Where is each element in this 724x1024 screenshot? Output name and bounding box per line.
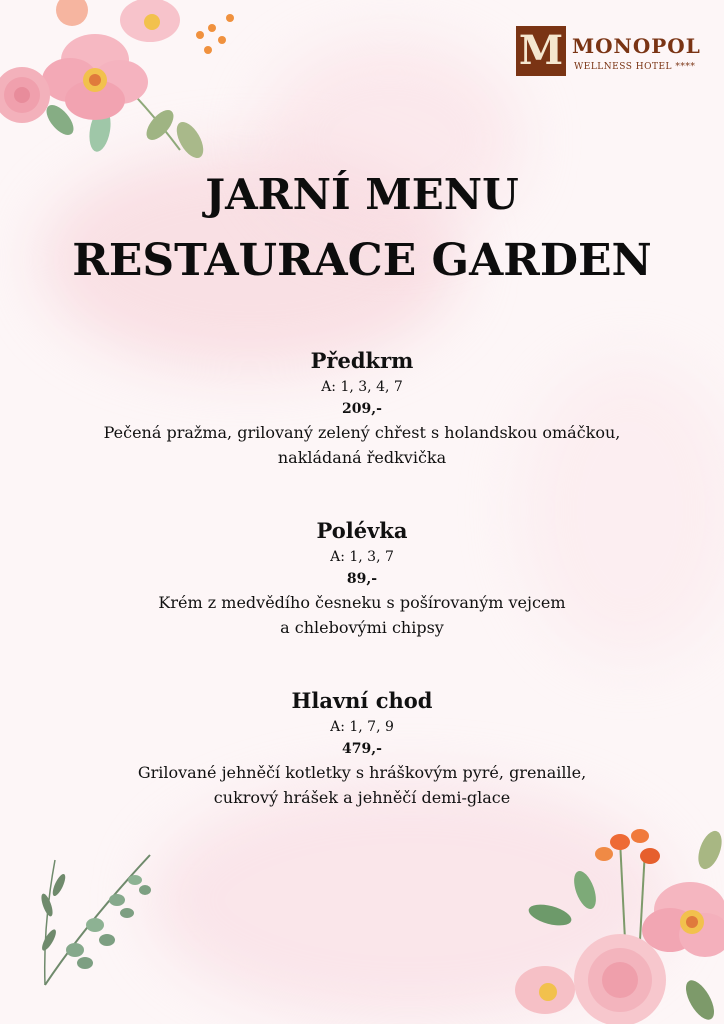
- hotel-logo: [516, 26, 706, 78]
- brand-subtitle: WELLNESS HOTEL ****: [574, 62, 696, 72]
- dish-description: nakládaná ředkvička: [277, 448, 447, 467]
- dish-description: Pečená pražma, grilovaný zelený chřest s holandskou omáčkou,: [103, 423, 621, 442]
- section-heading: Polévka: [316, 518, 408, 543]
- menu-title: JARNÍ MENU: [205, 170, 519, 219]
- menu-section-main-course: [0, 686, 724, 810]
- dish-description: Krém z medvědího česneku s pošírovaným vejcem: [158, 593, 566, 612]
- brand-name: MONOPOL: [572, 34, 701, 58]
- restaurant-title: RESTAURACE GARDEN: [72, 235, 652, 286]
- dish-description: Grilované jehněčí kotletky s hráškovým pyré, grenaille,: [137, 763, 587, 782]
- section-heading: Předkrm: [310, 348, 414, 373]
- dish-description: a chlebovými chipsy: [280, 618, 444, 637]
- menu-section-soup: [0, 516, 724, 640]
- floral-bouquet-icon: [500, 820, 724, 1024]
- allergen-info: A: 1, 7, 9: [330, 719, 394, 735]
- eucalyptus-sprig-icon: [25, 845, 165, 995]
- dish-price: 479,-: [342, 741, 382, 757]
- allergen-info: A: 1, 3, 7: [330, 549, 394, 565]
- allergen-info: A: 1, 3, 4, 7: [321, 379, 403, 395]
- dish-description: cukrový hrášek a jehněčí demi-glace: [213, 788, 511, 807]
- monogram-badge: [516, 26, 566, 76]
- dish-price: 89,-: [346, 571, 378, 587]
- dish-price: 209,-: [342, 401, 382, 417]
- monogram-letter: M: [518, 27, 564, 74]
- section-heading: Hlavní chod: [291, 688, 433, 713]
- menu-section-starter: [0, 346, 724, 470]
- floral-bouquet-icon: [0, 0, 250, 170]
